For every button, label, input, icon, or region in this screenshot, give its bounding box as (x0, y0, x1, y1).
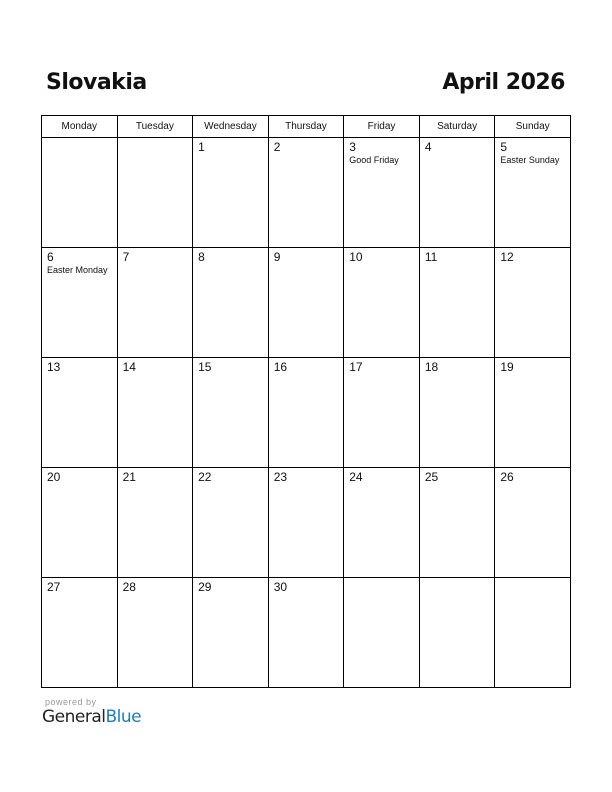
day-cell (117, 248, 193, 358)
day-number: 21 (122, 470, 136, 484)
day-number: 26 (500, 470, 514, 484)
day-number: 23 (273, 470, 288, 484)
day-cell (419, 248, 495, 358)
generalblue-logo[interactable] (42, 707, 141, 727)
day-cell (419, 578, 495, 688)
day-cell (344, 578, 420, 688)
day-number: 4 (424, 140, 432, 154)
weekday-header-row (42, 116, 571, 138)
day-cell (42, 248, 118, 358)
day-number: 18 (424, 360, 439, 374)
day-cell (42, 468, 118, 578)
day-number: 28 (122, 580, 136, 594)
day-cell (344, 138, 420, 248)
day-cell (193, 358, 269, 468)
day-number: 24 (349, 470, 363, 484)
day-number: 12 (500, 250, 514, 264)
day-number: 25 (424, 470, 439, 484)
weekday-wednesday: Wednesday (193, 116, 269, 138)
day-number: 8 (198, 250, 205, 264)
weekday-friday: Friday (344, 116, 420, 138)
day-cell (495, 248, 571, 358)
day-number: 9 (273, 250, 281, 264)
day-number: 27 (47, 580, 61, 594)
day-number: 2 (273, 140, 281, 154)
week-row (42, 578, 571, 688)
holiday-label: Easter Monday (47, 265, 108, 275)
day-cell (117, 578, 193, 688)
week-row (42, 138, 571, 248)
country-title: Slovakia (46, 70, 147, 95)
brand-general: General (42, 707, 106, 727)
day-cell (344, 358, 420, 468)
weekday-saturday: Saturday (419, 116, 495, 138)
day-cell (495, 138, 571, 248)
day-number: 30 (273, 580, 288, 594)
week-row (42, 248, 571, 358)
day-cell (117, 358, 193, 468)
day-number: 14 (122, 360, 136, 374)
day-cell (193, 138, 269, 248)
day-cell (42, 138, 118, 248)
day-cell (193, 468, 269, 578)
day-number: 13 (47, 360, 61, 374)
day-cell (419, 358, 495, 468)
week-row (42, 358, 571, 468)
weekday-tuesday: Tuesday (117, 116, 193, 138)
brand-blue: Blue (105, 707, 142, 727)
month-year-title: April 2026 (442, 70, 565, 95)
day-cell (268, 248, 344, 358)
day-number: 10 (349, 250, 363, 264)
day-cell (344, 248, 420, 358)
day-number: 20 (47, 470, 61, 484)
day-cell (419, 468, 495, 578)
day-number: 16 (273, 360, 288, 374)
day-cell (495, 578, 571, 688)
powered-by-label: powered by (45, 697, 97, 707)
weekday-thursday: Thursday (268, 116, 344, 138)
day-number: 11 (424, 250, 438, 264)
day-number: 3 (349, 140, 356, 154)
day-number: 7 (122, 250, 130, 264)
week-row (42, 468, 571, 578)
day-cell (268, 578, 344, 688)
day-cell (117, 468, 193, 578)
holiday-label: Good Friday (349, 155, 399, 165)
day-number: 15 (198, 360, 212, 374)
weekday-sunday: Sunday (495, 116, 571, 138)
day-number: 1 (198, 140, 205, 154)
day-cell (268, 138, 344, 248)
day-cell (42, 358, 118, 468)
day-cell (193, 248, 269, 358)
day-number: 6 (47, 250, 54, 264)
day-number: 22 (198, 470, 212, 484)
calendar-grid (41, 115, 571, 688)
day-cell (193, 578, 269, 688)
day-cell (117, 138, 193, 248)
day-number: 17 (349, 360, 363, 374)
day-cell (268, 358, 344, 468)
day-cell (495, 358, 571, 468)
day-cell (268, 468, 344, 578)
day-number: 19 (500, 360, 514, 374)
day-number: 5 (500, 140, 508, 154)
day-cell (344, 468, 420, 578)
holiday-label: Easter Sunday (500, 155, 560, 165)
weekday-monday: Monday (42, 116, 118, 138)
day-cell (495, 468, 571, 578)
day-cell (42, 578, 118, 688)
day-number: 29 (198, 580, 212, 594)
day-cell (419, 138, 495, 248)
